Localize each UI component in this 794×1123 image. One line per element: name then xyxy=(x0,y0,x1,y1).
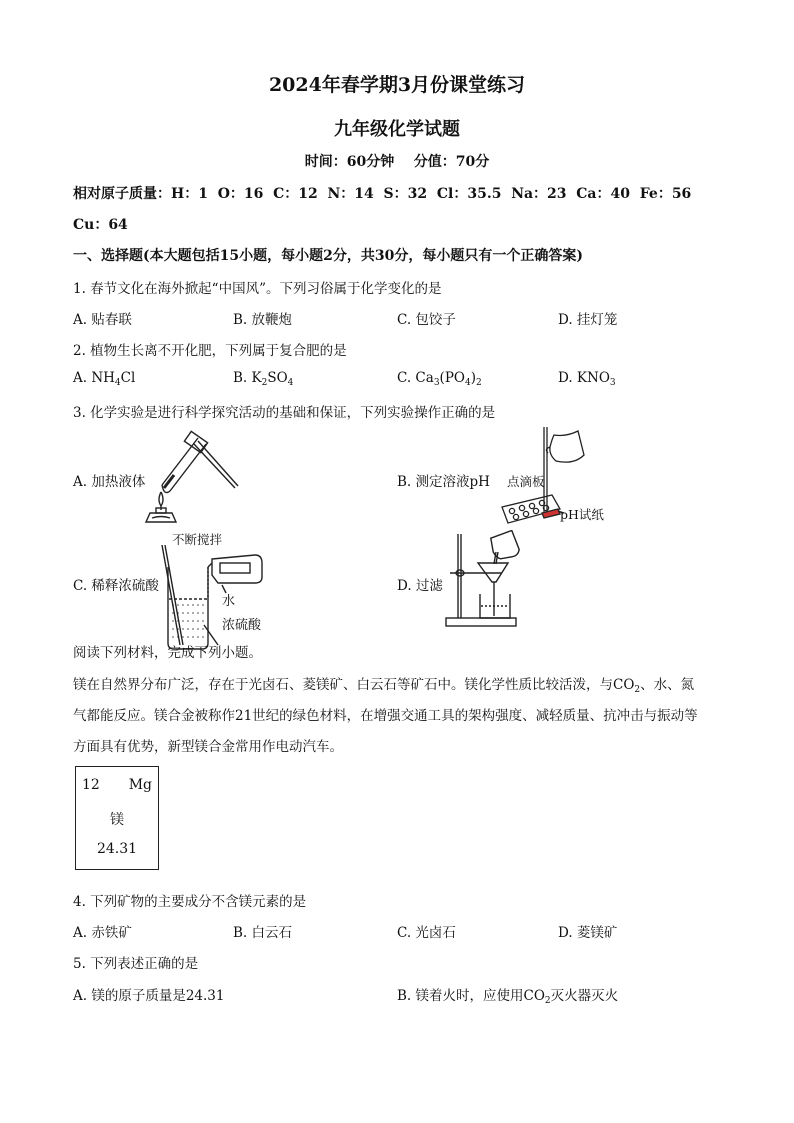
q2-option-a: A. $NH_4Cl$ xyxy=(73,370,136,388)
q1-option-c: C. 包饺子 xyxy=(397,312,456,328)
q4-option-b: B. 白云石 xyxy=(233,925,293,941)
q4-option-a: A. 赤铁矿 xyxy=(73,925,132,941)
question-3-stem: 3. 化学实验是进行科学探究活动的基础和保证，下列实验操作正确的是 xyxy=(73,405,496,421)
page-subtitle: 九年级化学试题 xyxy=(334,119,460,140)
page-title: 2024年春学期3月份课堂练习 xyxy=(268,74,526,96)
question-5-stem: 5. 下列表述正确的是 xyxy=(73,956,199,972)
filtration-figure xyxy=(440,530,540,630)
q5-option-b: B. 镁着火时，应使用$CO_2$灭火器灭火 xyxy=(397,988,619,1006)
q4-option-c: C. 光卤石 xyxy=(397,925,456,941)
exam-info: 时间：60分钟 分值：70分 xyxy=(304,154,490,170)
q2-option-c: C. $Ca_3(PO_4)_2$ xyxy=(397,370,482,388)
acid-label: 浓硫酸 xyxy=(222,618,262,633)
element-name: 镁 xyxy=(110,812,124,828)
water-label: 水 xyxy=(222,594,236,609)
q2-option-b: B. $K_2SO_4$ xyxy=(233,370,294,388)
q3-option-a: A. 加热液体 xyxy=(73,474,146,490)
q5-option-a: A. 镁的原子质量是24.31 xyxy=(73,988,225,1004)
question-2-stem: 2. 植物生长离不开化肥，下列属于复合肥的是 xyxy=(73,343,347,359)
q1-option-b: B. 放鞭炮 xyxy=(233,312,293,328)
q1-option-d: D. 挂灯笼 xyxy=(558,312,618,328)
element-symbol: Mg xyxy=(128,777,152,793)
reading-intro: 阅读下列材料，完成下列小题。 xyxy=(73,645,262,661)
dilute-acid-figure xyxy=(160,545,280,655)
q3-option-c: C. 稀释浓硫酸 xyxy=(73,578,159,594)
section-heading: 一、选择题(本大题包括15小题，每小题2分，共30分，每小题只有一个正确答案) xyxy=(73,248,583,264)
q3-option-d: D. 过滤 xyxy=(397,578,443,594)
atomic-mass: 24.31 xyxy=(96,841,138,857)
question-4-stem: 4. 下列矿物的主要成分不含镁元素的是 xyxy=(73,894,307,910)
atomic-mass-line-1: 相对原子质量：H：1 O：16 C：12 N：14 S：32 Cl：35.5 Na：23 Ca：40 Fe：56 xyxy=(73,186,692,202)
stir-label: 不断搅拌 xyxy=(172,532,223,547)
atomic-mass-line-2: Cu：64 xyxy=(73,217,128,233)
q1-option-a: A. 贴春联 xyxy=(73,312,132,328)
reading-line-2: 气都能反应。镁合金被称作21世纪的绿色材料，在增强交通工具的架构强度、减轻质量、抗冲击与振动等 xyxy=(73,708,698,724)
reading-line-3: 方面具有优势，新型镁合金常用作电动汽车。 xyxy=(73,739,343,755)
q3-option-b: B. 测定溶液pH xyxy=(397,474,490,490)
q2-option-d: D. $KNO_3$ xyxy=(558,370,616,388)
q4-option-d: D. 菱镁矿 xyxy=(558,925,618,941)
element-card xyxy=(75,766,159,870)
reading-line-1: 镁在自然界分布广泛，存在于光卤石、菱镁矿、白云石等矿石中。镁化学性质比较活泼，与$CO_2$、水、氮 xyxy=(73,677,695,695)
ph-paper-label: pH试纸 xyxy=(560,507,604,522)
spot-plate-label: 点滴板 xyxy=(507,474,545,489)
atomic-number: 12 xyxy=(82,777,100,793)
heating-liquid-figure xyxy=(140,430,250,525)
question-1-stem: 1. 春节文化在海外掀起“中国风”。下列习俗属于化学变化的是 xyxy=(73,281,442,297)
